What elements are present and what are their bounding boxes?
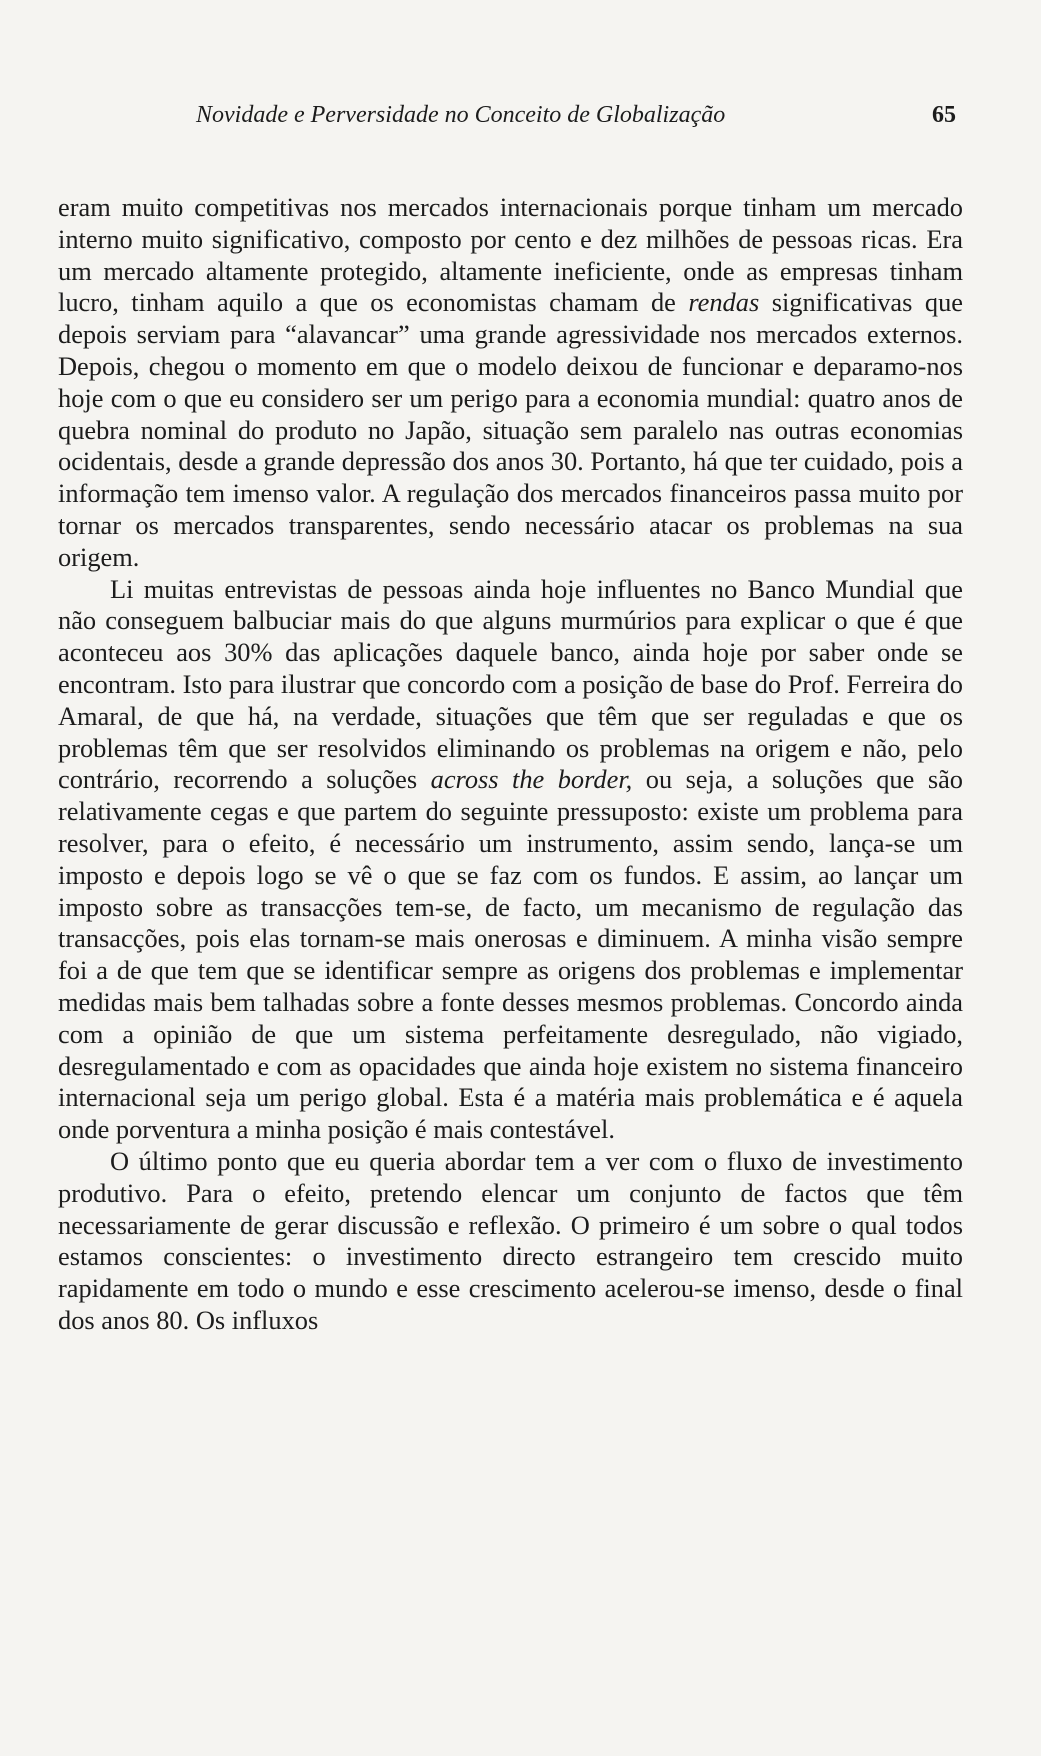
paragraph-1-text-a: eram muito competitivas nos mercados internacionais porque tinham um mercado interno muito significativo, composto por cento e dez milhões de pessoas ricas. Era um mercado altamente protegido, altamente ineficiente, onde as empresas tinham lucro, tinham aquilo a que os economistas chamam de — [58, 192, 963, 318]
paragraph-3 — [58, 1146, 963, 1337]
paragraph-2-text-a: Li muitas entrevistas de pessoas ainda hoje influentes no Banco Mundial que não conseguem balbuciar mais do que alguns murmúrios para explicar o que é que aconteceu aos 30% das aplicações daquele banco, ainda hoje por saber onde se encontram. Isto para ilustrar que concordo com a posição de base do Prof. Ferreira do Amaral, de que há, na verdade, situações que têm que ser reguladas e que os problemas têm que ser resolvidos eliminando os problemas na origem e não, pelo contrário, recorrendo a soluções — [58, 573, 963, 795]
paragraph-1 — [58, 192, 963, 574]
paragraph-2-italic: across the border, — [430, 764, 633, 795]
running-title: Novidade e Perversidade no Conceito de Globalização — [196, 102, 726, 128]
paragraph-1-italic: rendas — [688, 287, 760, 318]
page-number: 65 — [932, 102, 956, 128]
paragraph-1-text-b: significativas que depois serviam para “alavancar” uma grande agressividade nos mercados externos. Depois, chegou o momento em que o modelo deixou de funcionar e deparamo-nos hoje com o que eu considero ser um perigo para a economia mundial: quatro anos de quebra nominal do produto no Japão, situação sem paralelo nas outras economias ocidentais, desde a grande depressão dos anos 30. Portanto, há que ter cuidado, pois a informação tem imenso valor. A regulação dos mercados financeiros passa muito por tornar os mercados transparentes, sendo necessário atacar os problemas na sua origem. — [58, 287, 963, 572]
paragraph-2 — [58, 574, 963, 1146]
paragraph-3-text: O último ponto que eu queria abordar tem a ver com o fluxo de investimento produtivo. Para o efeito, pretendo elencar um conjunto de factos que têm necessariamente de gerar discussão e reflexão. O primeiro é um sobre o qual todos estamos conscientes: o investimento directo estrangeiro tem crescido muito rapidamente em todo o mundo e esse crescimento acelerou-se imenso, desde o final dos anos 80. Os influxos — [58, 1145, 963, 1335]
body-text — [58, 192, 963, 1337]
running-head — [196, 98, 956, 132]
paragraph-2-text-b: ou seja, a soluções que são relativamente cegas e que partem do seguinte pressuposto: existe um problema para resolver, para o efeito, é necessário um instrumento, assim sendo, lança-se um imposto e depois logo se vê o que se faz com os fundos. E assim, ao lançar um imposto sobre as transacções tem-se, de facto, um mecanismo de regulação das transacções, pois elas tornam-se mais onerosas e diminuem. A minha visão sempre foi a de que tem que se identificar sempre as origens dos problemas e implementar medidas mais bem talhadas sobre a fonte desses mesmos problemas. Concordo ainda com a opinião de que um sistema perfeitamente desregulado, não vigiado, desregulamentado e com as opacidades que ainda hoje existem no sistema financeiro internacional seja um perigo global. Esta é a matéria mais problemática e é aquela onde porventura a minha posição é mais contestável. — [58, 764, 963, 1145]
